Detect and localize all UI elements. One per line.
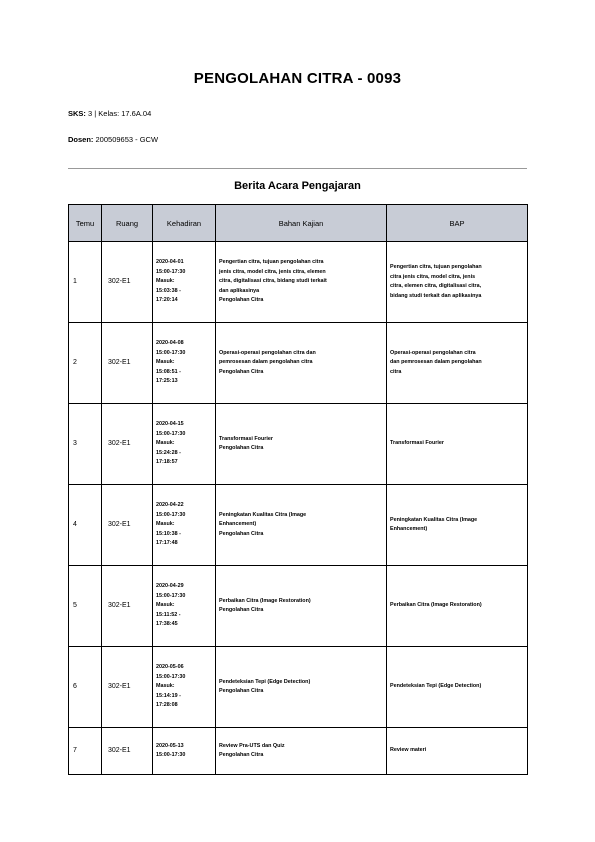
- cell-kehadiran: [153, 566, 216, 647]
- cell-ruang: 302-E1: [102, 404, 153, 485]
- cell-bap-line: Review materi: [390, 747, 427, 754]
- cell-bahan-kajian-line: Pengolahan Citra: [219, 752, 264, 758]
- cell-bap-line: dan pemrosesan dalam pengolahan: [390, 359, 482, 366]
- cell-kehadiran-line: Masuk:: [156, 683, 175, 690]
- cell-kehadiran-line: Masuk:: [156, 440, 175, 447]
- table-row: [69, 242, 528, 323]
- cell-bap-line: citra, elemen citra, digitalisasi citra,: [390, 283, 482, 289]
- cell-ruang: 302-E1: [102, 323, 153, 404]
- cell-bahan-kajian-line: Pendeteksian Tepi (Edge Detection): [219, 678, 311, 685]
- cell-bap-line: citra jenis citra, model citra, jenis: [390, 273, 476, 280]
- cell-bap-line: Enhancement): [390, 526, 428, 532]
- cell-kehadiran-line: 17:17:48: [156, 540, 178, 547]
- cell-temu: 5: [69, 566, 102, 647]
- cell-ruang: 302-E1: [102, 566, 153, 647]
- cell-kehadiran-line: 15:00-17:30: [156, 511, 186, 518]
- cell-bap-line: Pengertian citra, tujuan pengolahan: [390, 264, 482, 270]
- cell-bahan-kajian-line: Pengolahan Citra: [219, 688, 264, 694]
- col-header-ruang: Ruang: [102, 205, 153, 242]
- cell-bahan-kajian: [216, 728, 387, 775]
- section-title: Berita Acara Pengajaran: [234, 180, 361, 192]
- cell-kehadiran-line: 17:28:08: [156, 702, 178, 709]
- cell-temu: 7: [69, 728, 102, 775]
- cell-bap-line: bidang studi terkait dan aplikasinya: [390, 292, 482, 299]
- cell-ruang: 302-E1: [102, 728, 153, 775]
- cell-temu: 2: [69, 323, 102, 404]
- cell-kehadiran-line: 15:08:51 -: [156, 368, 181, 375]
- cell-ruang: 302-E1: [102, 485, 153, 566]
- cell-kehadiran-line: 17:25:13: [156, 378, 178, 385]
- cell-bahan-kajian-line: Pengolahan Citra: [219, 297, 264, 304]
- dosen-line: [68, 135, 158, 144]
- cell-bap-line: Pendeteksian Tepi (Edge Detection): [390, 683, 482, 690]
- cell-kehadiran-line: 2020-04-22: [156, 502, 184, 509]
- cell-bahan-kajian-line: jenis citra, model citra, jenis citra, elemen: [219, 268, 326, 275]
- cell-bap: [387, 728, 528, 775]
- cell-bahan-kajian-line: Peningkatan Kualitas Citra (Image: [219, 511, 307, 518]
- table-row: [69, 566, 528, 647]
- cell-bap: [387, 485, 528, 566]
- cell-kehadiran-line: 15:14:19 -: [156, 692, 181, 699]
- cell-kehadiran-line: 2020-04-01: [156, 259, 184, 266]
- table-row: [69, 647, 528, 728]
- cell-bahan-kajian-line: Pengolahan Citra: [219, 445, 264, 451]
- sks-value: 3 | Kelas: 17.6A.04: [88, 109, 152, 118]
- cell-kehadiran: [153, 242, 216, 323]
- cell-bahan-kajian-line: Perbaikan Citra (Image Restoration): [219, 597, 311, 604]
- cell-kehadiran: [153, 647, 216, 728]
- cell-kehadiran-line: 17:18:57: [156, 459, 178, 466]
- cell-kehadiran-line: 15:24:28 -: [156, 449, 181, 456]
- cell-kehadiran-line: Masuk:: [156, 278, 175, 285]
- cell-bap-line: citra: [390, 368, 402, 375]
- cell-bap-line: Perbaikan Citra (Image Restoration): [390, 602, 482, 609]
- cell-kehadiran-line: 15:00-17:30: [156, 268, 186, 275]
- cell-bahan-kajian: [216, 485, 387, 566]
- cell-temu: 6: [69, 647, 102, 728]
- page-title: PENGOLAHAN CITRA - 0093: [193, 70, 402, 87]
- cell-kehadiran-line: Masuk:: [156, 602, 175, 609]
- cell-bahan-kajian: [216, 404, 387, 485]
- table-header-row: [69, 205, 528, 242]
- cell-bahan-kajian-line: Operasi-operasi pengolahan citra dan: [219, 349, 316, 356]
- cell-bap: [387, 242, 528, 323]
- cell-bahan-kajian-line: dan aplikasinya: [219, 287, 260, 294]
- cell-kehadiran-line: 15:00-17:30: [156, 349, 186, 356]
- cell-kehadiran-line: 17:38:45: [156, 621, 178, 628]
- cell-kehadiran-line: 15:00-17:30: [156, 752, 186, 758]
- table-row: [69, 728, 528, 775]
- cell-kehadiran-line: 2020-04-29: [156, 583, 184, 590]
- cell-bap: [387, 404, 528, 485]
- dosen-label: Dosen:: [68, 135, 94, 144]
- cell-bahan-kajian-line: Transformasi Fourier: [219, 435, 273, 442]
- cell-kehadiran-line: Masuk:: [156, 359, 175, 366]
- cell-temu: 1: [69, 242, 102, 323]
- cell-bahan-kajian-line: Pengolahan Citra: [219, 530, 264, 537]
- table-row: [69, 485, 528, 566]
- cell-bahan-kajian-line: Pengolahan Citra: [219, 607, 264, 613]
- cell-bahan-kajian-line: Pengertian citra, tujuan pengolahan citra: [219, 259, 324, 266]
- cell-kehadiran-line: 2020-04-15: [156, 421, 184, 428]
- table-row: [69, 404, 528, 485]
- table-body: [69, 242, 528, 775]
- cell-ruang: 302-E1: [102, 647, 153, 728]
- cell-kehadiran: [153, 404, 216, 485]
- cell-bahan-kajian: [216, 242, 387, 323]
- cell-kehadiran: [153, 323, 216, 404]
- cell-bahan-kajian: [216, 647, 387, 728]
- cell-bap: [387, 647, 528, 728]
- divider: [68, 168, 527, 169]
- cell-bap-line: Peningkatan Kualitas Citra (Image: [390, 516, 478, 523]
- cell-bahan-kajian-line: Pengolahan Citra: [219, 368, 264, 375]
- cell-bahan-kajian-line: citra, digitalisasi citra, bidang studi terkait: [219, 278, 327, 285]
- cell-kehadiran-line: 2020-04-08: [156, 340, 184, 347]
- cell-kehadiran-line: 2020-05-06: [156, 664, 184, 671]
- cell-bap: [387, 566, 528, 647]
- cell-kehadiran-line: 15:11:52 -: [156, 611, 181, 618]
- cell-kehadiran: [153, 728, 216, 775]
- cell-temu: 3: [69, 404, 102, 485]
- cell-kehadiran-line: 17:20:14: [156, 297, 178, 304]
- cell-kehadiran-line: 15:00-17:30: [156, 592, 186, 599]
- col-header-kehadiran: Kehadiran: [153, 205, 216, 242]
- cell-ruang: 302-E1: [102, 242, 153, 323]
- cell-bahan-kajian: [216, 323, 387, 404]
- cell-bahan-kajian-line: Enhancement): [219, 521, 257, 528]
- cell-bahan-kajian-line: Review Pra-UTS dan Quiz: [219, 742, 285, 749]
- cell-kehadiran-line: 15:00-17:30: [156, 430, 186, 437]
- table-row: [69, 323, 528, 404]
- cell-bap-line: Transformasi Fourier: [390, 440, 444, 447]
- cell-kehadiran: [153, 485, 216, 566]
- col-header-bahan-kajian: Bahan Kajian: [216, 205, 387, 242]
- cell-kehadiran-line: Masuk:: [156, 521, 175, 528]
- cell-kehadiran-line: 15:03:38 -: [156, 287, 181, 294]
- cell-bahan-kajian-line: pemrosesan dalam pengolahan citra: [219, 359, 313, 366]
- sks-line: [68, 109, 151, 118]
- cell-kehadiran-line: 15:00-17:30: [156, 673, 186, 680]
- cell-bap-line: Operasi-operasi pengolahan citra: [390, 349, 476, 356]
- sks-label: SKS:: [68, 109, 86, 118]
- cell-bap: [387, 323, 528, 404]
- col-header-bap: BAP: [387, 205, 528, 242]
- bap-table: [68, 204, 528, 775]
- cell-bahan-kajian: [216, 566, 387, 647]
- cell-temu: 4: [69, 485, 102, 566]
- dosen-value: 200509653 - GCW: [95, 135, 159, 144]
- col-header-temu: Temu: [69, 205, 102, 242]
- cell-kehadiran-line: 15:10:38 -: [156, 530, 181, 537]
- cell-kehadiran-line: 2020-05-13: [156, 742, 184, 749]
